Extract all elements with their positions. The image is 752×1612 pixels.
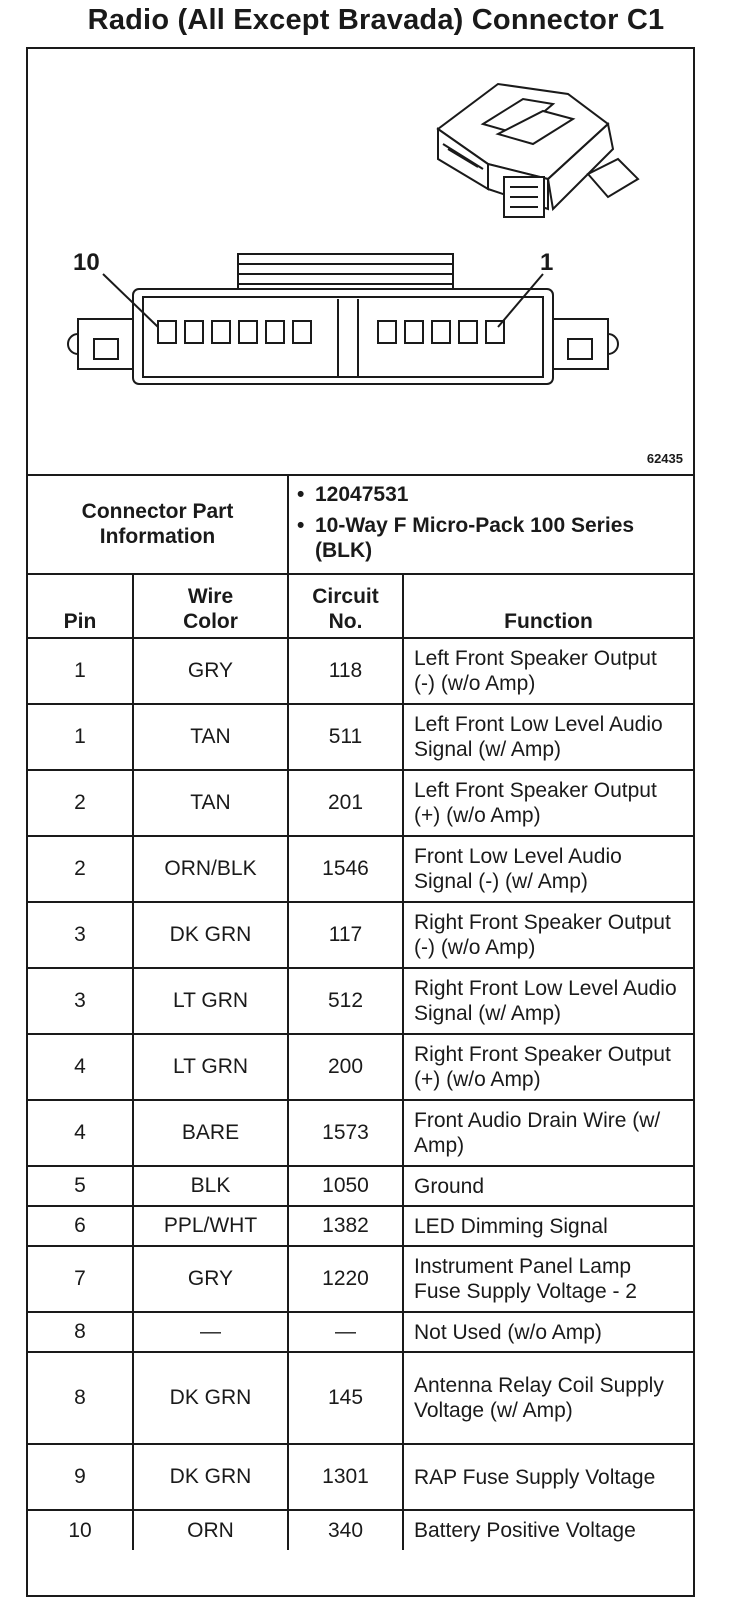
header-wire-color-line1: Wire — [187, 585, 234, 608]
cell-circuit-no: 200 — [288, 1034, 403, 1100]
cell-wire-color: BARE — [133, 1100, 288, 1166]
cell-wire-color: DK GRN — [133, 1444, 288, 1510]
cell-function: RAP Fuse Supply Voltage — [403, 1444, 693, 1510]
cell-pin: 5 — [28, 1166, 133, 1206]
cell-wire-color: ORN — [133, 1510, 288, 1550]
table-row — [28, 836, 693, 902]
header-wire-color — [133, 574, 288, 638]
table-row — [28, 1166, 693, 1206]
cell-pin: 10 — [28, 1510, 133, 1550]
cell-wire-color: — — [133, 1312, 288, 1352]
cell-pin: 6 — [28, 1206, 133, 1246]
table-row — [28, 1034, 693, 1100]
cell-function: Antenna Relay Coil Supply Voltage (w/ Amp) — [403, 1352, 693, 1444]
cell-pin: 2 — [28, 836, 133, 902]
cell-wire-color: ORN/BLK — [133, 836, 288, 902]
header-function: Function — [403, 574, 693, 638]
cell-function: Right Front Low Level Audio Signal (w/ Amp) — [403, 968, 693, 1034]
cell-wire-color: LT GRN — [133, 1034, 288, 1100]
cell-wire-color: DK GRN — [133, 1352, 288, 1444]
page-title: Radio (All Except Bravada) Connector C1 — [87, 4, 665, 36]
table-row — [28, 1312, 693, 1352]
connector-type: • 10-Way F Micro-Pack 100 Series (BLK) — [315, 513, 681, 563]
table-row — [28, 1444, 693, 1510]
cell-circuit-no: 1301 — [288, 1444, 403, 1510]
cell-circuit-no: — — [288, 1312, 403, 1352]
cell-function: Not Used (w/o Amp) — [403, 1312, 693, 1352]
cell-circuit-no: 1546 — [288, 836, 403, 902]
cell-pin: 2 — [28, 770, 133, 836]
cell-circuit-no: 145 — [288, 1352, 403, 1444]
cell-circuit-no: 201 — [288, 770, 403, 836]
cell-wire-color: GRY — [133, 1246, 288, 1312]
cell-pin: 1 — [28, 704, 133, 770]
table-row — [28, 704, 693, 770]
cell-circuit-no: 340 — [288, 1510, 403, 1550]
cell-function: Battery Positive Voltage — [403, 1510, 693, 1550]
cell-pin: 8 — [28, 1352, 133, 1444]
cell-wire-color: PPL/WHT — [133, 1206, 288, 1246]
cell-circuit-no: 118 — [288, 638, 403, 704]
cell-pin: 3 — [28, 968, 133, 1034]
header-pin: Pin — [28, 574, 133, 638]
cell-pin: 1 — [28, 638, 133, 704]
cell-function: Front Audio Drain Wire (w/ Amp) — [403, 1100, 693, 1166]
cell-circuit-no: 1050 — [288, 1166, 403, 1206]
header-circuit-no — [288, 574, 403, 638]
table-row — [28, 770, 693, 836]
cell-pin: 9 — [28, 1444, 133, 1510]
connector-figure — [28, 49, 693, 476]
header-circuit-line1: Circuit — [312, 585, 379, 608]
cell-wire-color: BLK — [133, 1166, 288, 1206]
table-row — [28, 1246, 693, 1312]
connector-info-label — [28, 474, 288, 574]
cell-circuit-no: 117 — [288, 902, 403, 968]
connector-info-list — [288, 474, 693, 574]
cell-pin: 3 — [28, 902, 133, 968]
cell-pin: 7 — [28, 1246, 133, 1312]
pin-1-label: 1 — [540, 249, 554, 276]
cell-function: Left Front Low Level Audio Signal (w/ Amp) — [403, 704, 693, 770]
connector-info-label-line1: Connector Part — [81, 499, 234, 523]
cell-wire-color: DK GRN — [133, 902, 288, 968]
cell-circuit-no: 1382 — [288, 1206, 403, 1246]
cell-function: Left Front Speaker Output (-) (w/o Amp) — [403, 638, 693, 704]
cell-circuit-no: 1220 — [288, 1246, 403, 1312]
cell-function: Right Front Speaker Output (+) (w/o Amp) — [403, 1034, 693, 1100]
table-row — [28, 638, 693, 704]
table-row — [28, 1510, 693, 1550]
cell-function: Right Front Speaker Output (-) (w/o Amp) — [403, 902, 693, 968]
cell-wire-color: TAN — [133, 704, 288, 770]
figure-id: 62435 — [646, 451, 683, 466]
cell-function: Left Front Speaker Output (+) (w/o Amp) — [403, 770, 693, 836]
connector-part-number: • 12047531 — [315, 482, 681, 507]
table-row — [28, 1206, 693, 1246]
cell-circuit-no: 512 — [288, 968, 403, 1034]
cell-function: Instrument Panel Lamp Fuse Supply Voltage - 2 — [403, 1246, 693, 1312]
cell-pin: 4 — [28, 1034, 133, 1100]
table-row — [28, 968, 693, 1034]
cell-pin: 8 — [28, 1312, 133, 1352]
header-wire-color-line2: Color — [183, 610, 238, 633]
connector-front-view-icon — [68, 254, 618, 384]
table-row — [28, 1352, 693, 1444]
cell-circuit-no: 1573 — [288, 1100, 403, 1166]
cell-circuit-no: 511 — [288, 704, 403, 770]
cell-wire-color: GRY — [133, 638, 288, 704]
cell-wire-color: LT GRN — [133, 968, 288, 1034]
connector-frame — [26, 47, 695, 1597]
cell-pin: 4 — [28, 1100, 133, 1166]
cell-function: Front Low Level Audio Signal (-) (w/ Amp) — [403, 836, 693, 902]
connector-isometric-icon — [438, 84, 638, 217]
header-circuit-line2: No. — [328, 610, 363, 633]
table-header-row — [28, 574, 693, 638]
table-row — [28, 1100, 693, 1166]
cell-wire-color: TAN — [133, 770, 288, 836]
cell-function: LED Dimming Signal — [403, 1206, 693, 1246]
connector-diagram-icon — [28, 49, 693, 474]
pin-10-label: 10 — [73, 249, 100, 276]
connector-info-row — [28, 474, 693, 574]
table-row — [28, 902, 693, 968]
connector-info-label-line2: Information — [99, 524, 216, 548]
connector-table — [28, 474, 693, 1550]
cell-function: Ground — [403, 1166, 693, 1206]
